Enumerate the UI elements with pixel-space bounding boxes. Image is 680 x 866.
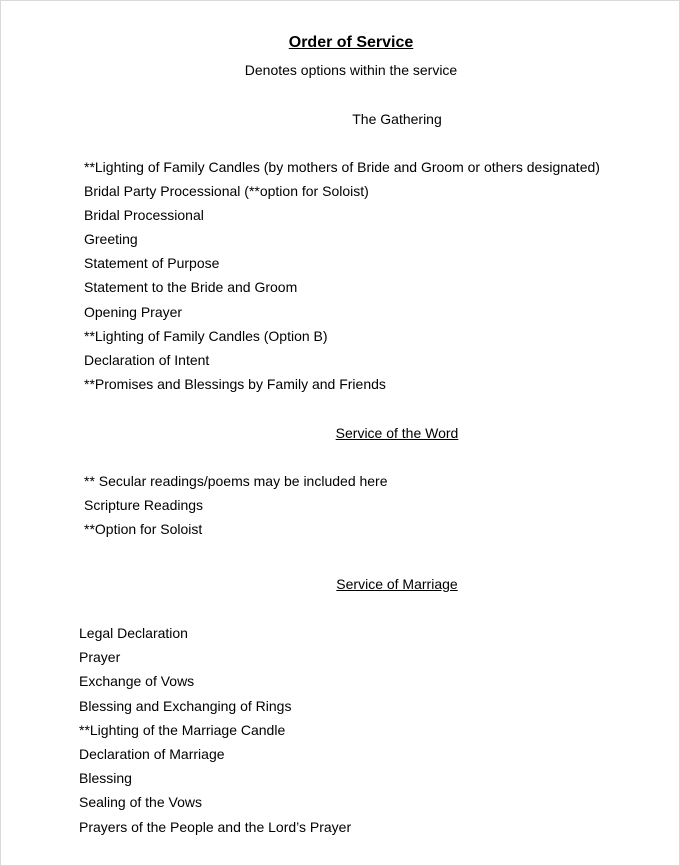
section-heading-word: Service of the Word: [335, 425, 459, 441]
list-item: **Lighting of the Marriage Candle: [79, 721, 286, 738]
list-item: **Promises and Blessings by Family and Friends: [84, 375, 386, 392]
list-item: **Option for Soloist: [84, 521, 203, 538]
list-item: ** Secular readings/poems may be included here: [84, 473, 388, 489]
list-item: Opening Prayer: [84, 303, 183, 320]
list-item: Declaration of Intent: [84, 351, 210, 368]
page-title: Order of Service: [288, 34, 414, 51]
list-item: Scripture Readings: [84, 497, 204, 514]
list-item: Blessing and Exchanging of Rings: [79, 697, 292, 714]
list-item: Greeting: [84, 231, 138, 248]
list-item: **Lighting of Family Candles (by mothers of Bride and Groom or others designated): [84, 159, 600, 175]
list-item: Legal Declaration: [79, 625, 188, 641]
list-item: Declaration of Marriage: [79, 745, 225, 762]
section-heading-gathering: The Gathering: [352, 111, 442, 127]
list-item: Sealing of the Vows: [79, 794, 202, 811]
list-item: Blessing: [79, 770, 132, 787]
word-list: [84, 469, 388, 541]
list-item: **Lighting of Family Candles (Option B): [84, 327, 328, 344]
list-item: Prayers of the People and the Lord’s Prayer: [79, 818, 352, 835]
page-subtitle: Denotes options within the service: [244, 62, 458, 78]
list-item: Prayer: [79, 649, 121, 666]
section-heading-marriage: Service of Marriage: [336, 576, 458, 592]
list-item: Bridal Processional: [84, 207, 204, 224]
list-item: Statement to the Bride and Groom: [84, 279, 298, 296]
list-item: Exchange of Vows: [79, 673, 195, 690]
marriage-list: [79, 621, 351, 839]
list-item: Statement of Purpose: [84, 255, 220, 272]
list-item: Bridal Party Processional (**option for Soloist): [84, 183, 369, 200]
gathering-list: [84, 155, 600, 396]
